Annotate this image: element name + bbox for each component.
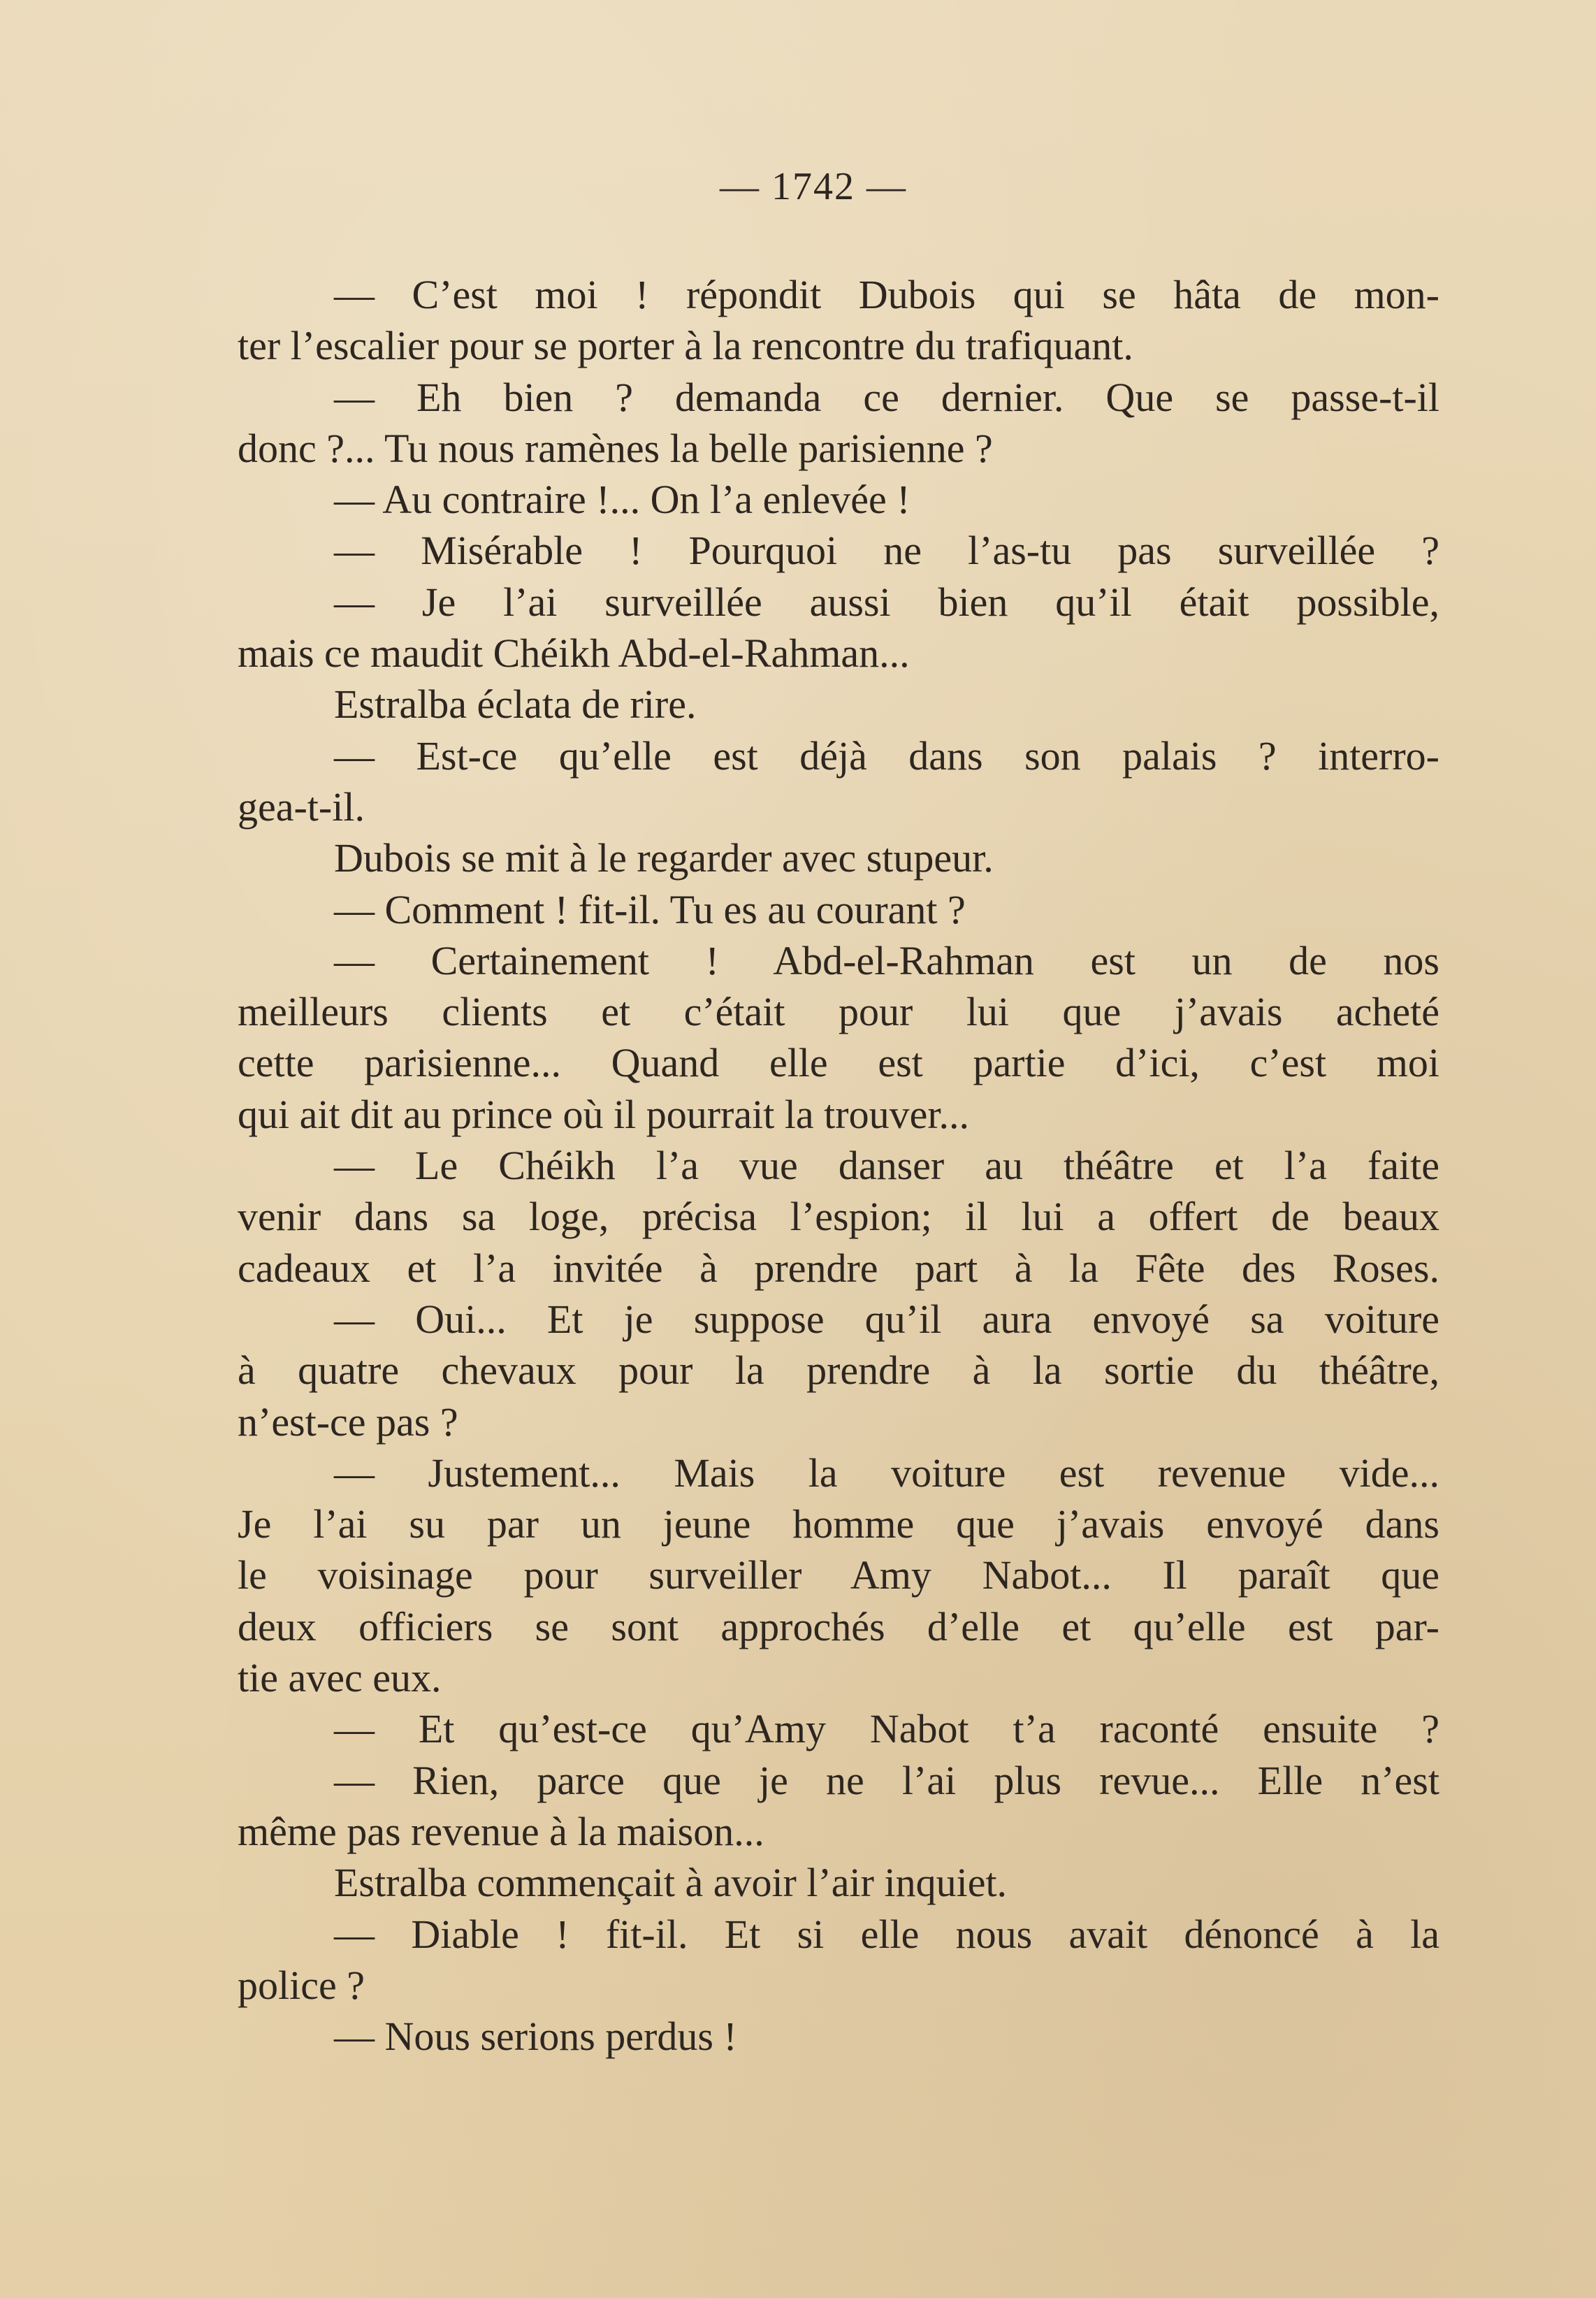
text-line: gea-t-il. (238, 783, 365, 830)
text-line: — C’est moi ! répondit Dubois qui se hâta de mon- (334, 272, 1439, 317)
text-line: — Au contraire !... On l’a enlevée ! (334, 477, 911, 523)
text-line: — Je l’ai surveillée aussi bien qu’il était possible, (334, 579, 1439, 625)
text-line: mais ce maudit Chéikh Abd-el-Rahman... (238, 630, 910, 677)
text-line: — Rien, parce que je ne l’ai plus revue... Elle n’est (334, 1757, 1439, 1803)
text-line: cadeaux et l’a invitée à prendre part à la Fête des Roses. (238, 1245, 1439, 1291)
text-line: police ? (238, 1962, 365, 2008)
text-line: — Le Chéikh l’a vue danser au théâtre et l’a faite (334, 1143, 1439, 1189)
text-line: Je l’ai su par un jeune homme que j’avais envoyé dans (238, 1501, 1439, 1547)
page-number: — 1742 — (720, 165, 907, 208)
text-line: le voisinage pour surveiller Amy Nabot... Il paraît que (238, 1552, 1439, 1598)
text-line: — Misérable ! Pourquoi ne l’as-tu pas surveillée ? (334, 528, 1439, 574)
text-line: — Diable ! fit-il. Et si elle nous avait dénoncé à la (334, 1911, 1439, 1957)
text-line: Estralba commençait à avoir l’air inquiet. (334, 1860, 1008, 1906)
text-line: meilleurs clients et c’était pour lui que j’avais acheté (238, 989, 1439, 1035)
text-line: qui ait dit au prince où il pourrait la trouver... (238, 1091, 969, 1137)
text-line: à quatre chevaux pour la prendre à la sortie du théâtre, (238, 1347, 1439, 1394)
text-line: — Certainement ! Abd-el-Rahman est un de nos (334, 937, 1439, 983)
text-line: — Nous serions perdus ! (334, 2014, 737, 2060)
text-line: — Justement... Mais la voiture est revenue vide... (334, 1450, 1439, 1496)
text-line: Dubois se mit à le regarder avec stupeur. (334, 835, 994, 881)
text-line: deux officiers se sont approchés d’elle et qu’elle est par- (238, 1603, 1439, 1649)
text-line: venir dans sa loge, précisa l’espion; il lui a offert de beaux (238, 1194, 1439, 1240)
text-line: — Comment ! fit-il. Tu es au courant ? (334, 886, 966, 932)
text-line: tie avec eux. (238, 1655, 442, 1701)
text-line: — Eh bien ? demanda ce dernier. Que se passe-t-il (334, 374, 1439, 420)
text-line: — Est-ce qu’elle est déjà dans son palais ? interro- (334, 732, 1439, 779)
text-line: cette parisienne... Quand elle est partie d’ici, c’est moi (238, 1040, 1439, 1086)
text-line: donc ?... Tu nous ramènes la belle parisienne ? (238, 425, 993, 471)
text-line: Estralba éclata de rire. (334, 681, 697, 728)
text-line: n’est-ce pas ? (238, 1399, 458, 1445)
text-line: même pas revenue à la maison... (238, 1808, 764, 1854)
text-line: ter l’escalier pour se porter à la rencontre du trafiquant. (238, 323, 1133, 369)
body-text (238, 269, 1439, 2062)
text-line: — Oui... Et je suppose qu’il aura envoyé sa voiture (334, 1296, 1439, 1342)
text-line: — Et qu’est-ce qu’Amy Nabot t’a raconté ensuite ? (334, 1706, 1439, 1752)
